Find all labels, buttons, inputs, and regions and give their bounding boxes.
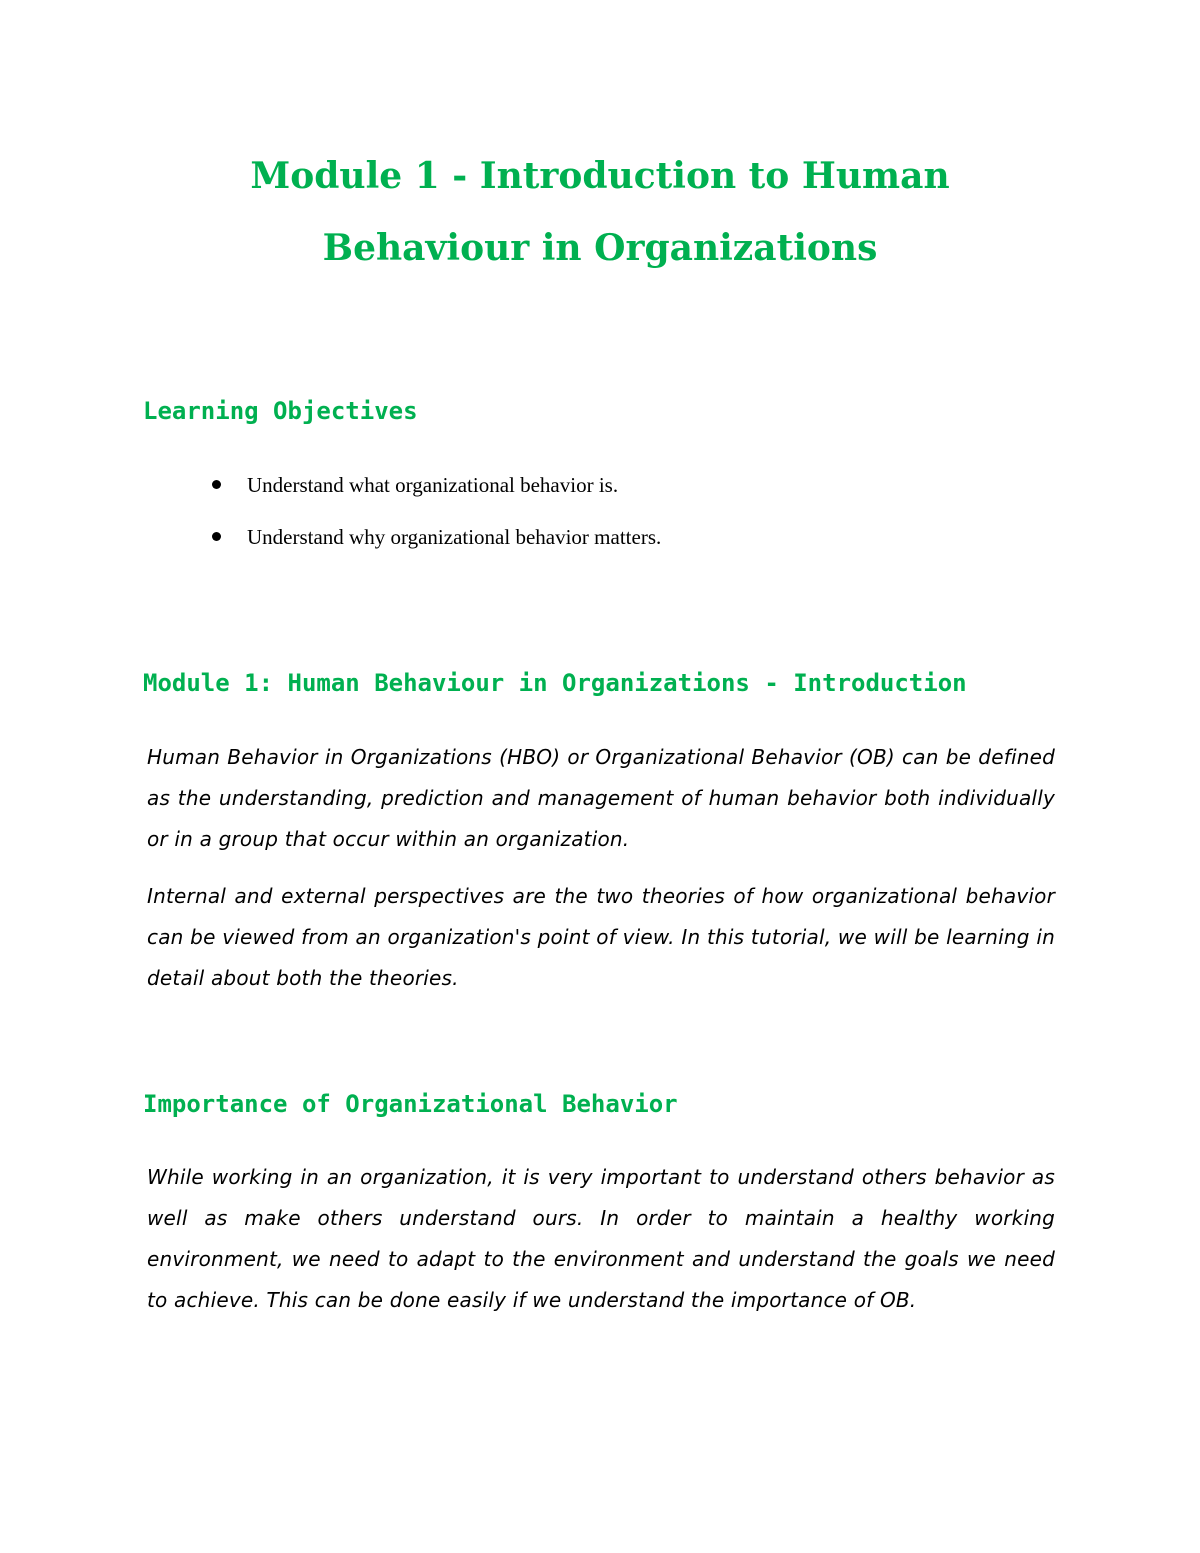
importance-heading: Importance of Organizational Behavior [143, 1090, 678, 1118]
page-title [145, 140, 1055, 284]
list-item [200, 522, 661, 552]
importance-paragraph: While working in an organization, it is very important to understand others behavior as well as make others understand ours. In order to maintain a healthy working environment, we need to adapt to the environment and understand the goals we need to achieve. This can be done easily if we understand the importance of OB. [147, 1165, 1055, 1312]
introduction-heading: Module 1: Human Behaviour in Organizations - Introduction [143, 669, 967, 697]
list-item-text: Understand what organizational behavior is. [247, 473, 619, 497]
learning-objectives-list [200, 470, 661, 574]
page-title-line-2: Behaviour in Organizations [322, 227, 878, 269]
learning-objectives-heading: Learning Objectives [143, 397, 418, 425]
introduction-paragraph-2: Internal and external perspectives are the two theories of how organizational behavior can be viewed from an organization's point of view. In this tutorial, we will be learning in detail about both the theories. [147, 884, 1055, 990]
list-item-text: Understand why organizational behavior matters. [247, 525, 662, 549]
list-item [200, 470, 661, 500]
bullet-dot-icon [212, 480, 221, 489]
bullet-dot-icon [212, 532, 221, 541]
introduction-paragraph-1: Human Behavior in Organizations (HBO) or Organizational Behavior (OB) can be defined as the understanding, prediction and management of human behavior both individually or in a group that occur within an organization. [147, 745, 1055, 851]
page-title-line-1: Module 1 - Introduction to Human [250, 155, 950, 197]
